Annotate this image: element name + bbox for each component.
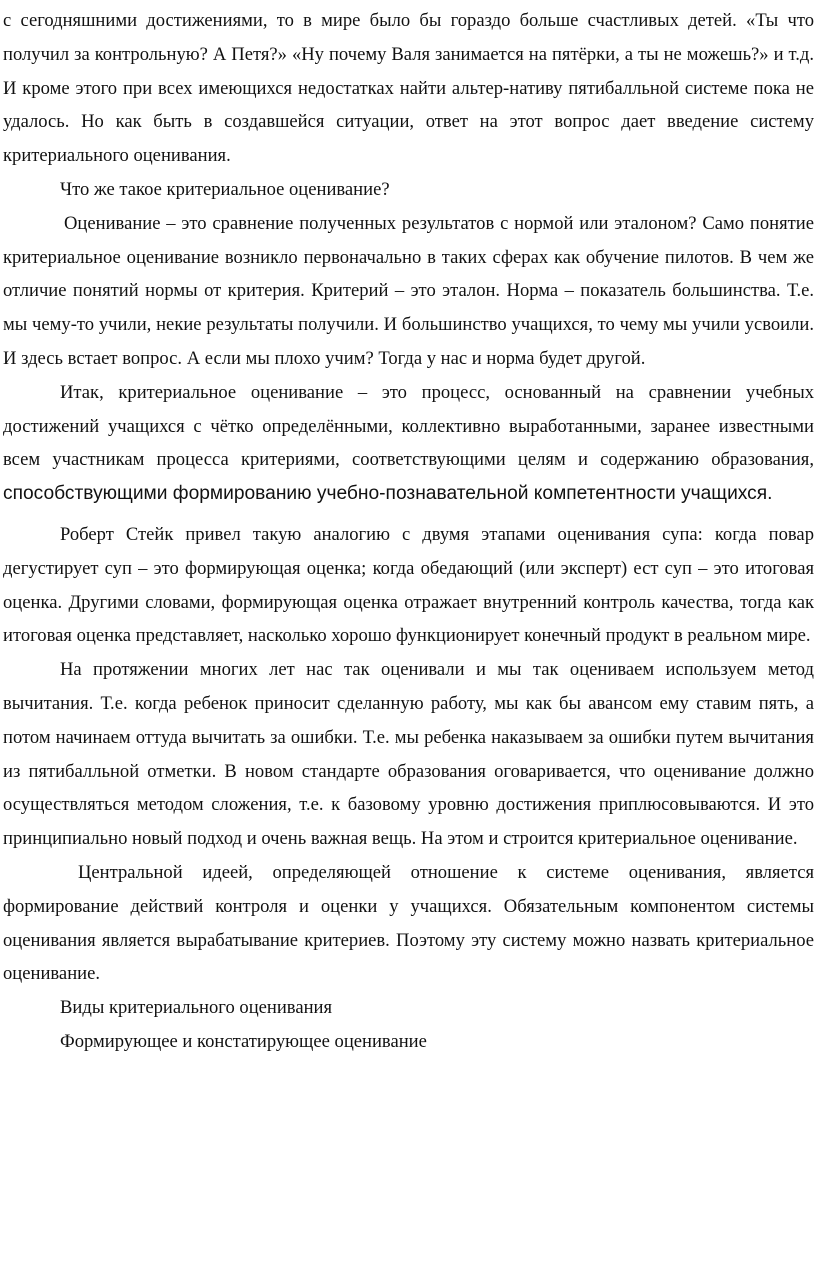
definition-sans-text: способствующими формированию учебно-познавательной компетентности учащихся. — [3, 483, 773, 505]
paragraph-question: Что же такое критериальное оценивание? — [60, 178, 390, 200]
paragraph-continuation: с сегодняшними достижениями, то в мире было бы гораздо больше счастливых детей. «Ты что получил за контрольную? А Петя?» «Ну почему Валя занимается на пятёрки, а ты не можешь?» и т.д. И кроме этого при всех имеющихся недостатках найти альтер-нативу пятибалльной системе пока не удалось. Но как быть в создавшейся ситуации, ответ на этот вопрос дает введение систему критериального оценивания. — [3, 10, 814, 167]
definition-serif-text: Итак, критериальное оценивание – это процесс, основанный на сравнении учебных достижений учащихся с чётко определёнными, коллективно выработанными, заранее известными всем участникам процесса критериями, соответствующими целям и содержанию образования, — [3, 381, 814, 471]
heading-assessment-types: Виды критериального оценивания — [60, 997, 333, 1019]
paragraph-soup-analogy: Роберт Стейк привел такую аналогию с двумя этапами оценивания супа: когда повар дегустирует суп – это формирующая оценка; когда обедающий (или эксперт) ест суп – это итоговая оценка. Другими словами, формирующая оценка отражает внутренний контроль качества, тогда как итоговая оценка представляет, насколько хорошо функционирует конечный продукт в реальном мире. — [3, 523, 814, 647]
paragraph-subtraction-method: На протяжении многих лет нас так оценивали и мы так оцениваем используем метод вычитания. Т.е. когда ребенок приносит сделанную работу, мы как бы авансом ему ставим пять, а потом начинаем оттуда вычитать за ошибки. Т.е. мы ребенка наказываем за ошибки путем вычитания из пятибалльной отметки. В новом стандарте образования оговаривается, что оценивание должно осуществляться методом сложения, т.е. к базовому уровню достижения приплюсовываются. И это принципиально новый подход и очень важная вещь. На этом и строится критериальное оценивание. — [3, 659, 814, 850]
paragraph-definition-norm: Оценивание – это сравнение полученных результатов с нормой или эталоном? Само понятие критериальное оценивание возникло первоначально в таких сферах как обучение пилотов. В чем же отличие понятий нормы от критерия. Критерий – это эталон. Норма – показатель большинства. Т.е. мы чему-то учили, некие результаты получили. И большинство учащихся, то чему мы учили усвоили. И здесь встает вопрос. А если мы плохо учим? Тогда у нас и норма будет другой. — [3, 212, 814, 369]
paragraph-central-idea: Центральной идеей, определяющей отношение к системе оценивания, является формирование действий контроля и оценки у учащихся. Обязательным компонентом системы оценивания является вырабатывание критериев. Поэтому эту систему можно назвать критериальное оценивание. — [3, 861, 814, 985]
heading-formative-summative: Формирующее и констатирующее оценивание — [60, 1030, 427, 1052]
paragraph-criterial-definition — [3, 376, 814, 511]
